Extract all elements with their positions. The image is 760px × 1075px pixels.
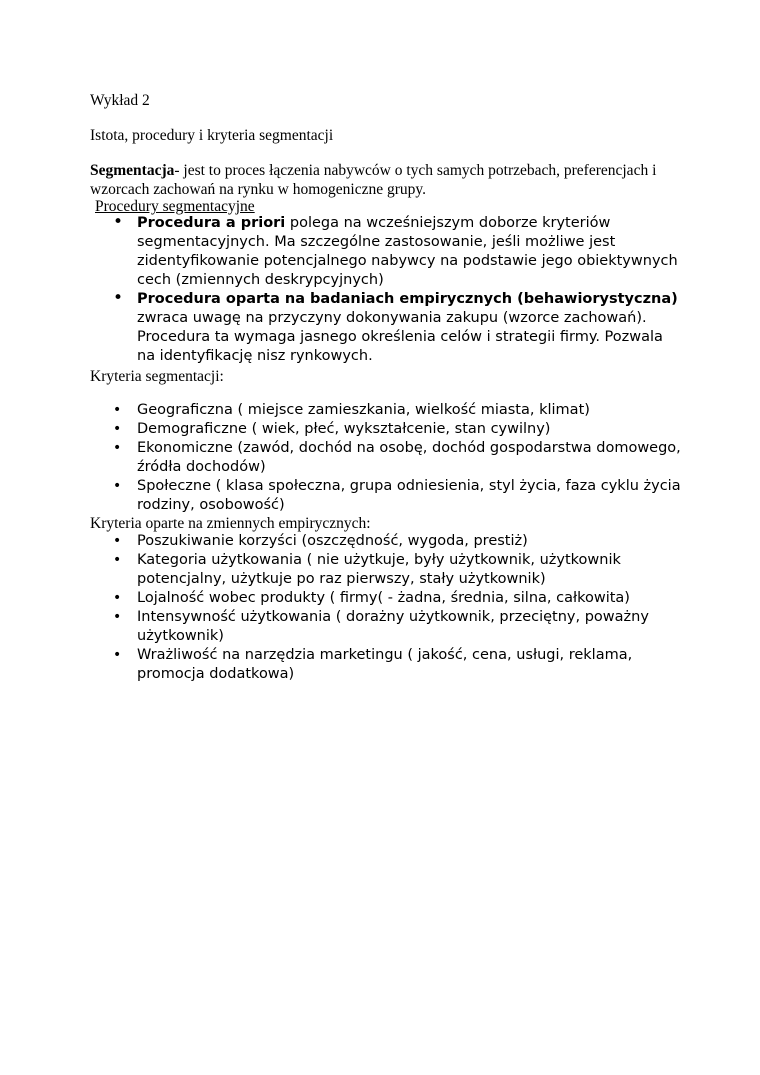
bullet-icon: • [113, 609, 122, 625]
list-item: • Demograficzne ( wiek, płeć, wykształcenie, stan cywilny) [113, 421, 551, 437]
bullet-icon: • [113, 288, 124, 308]
procedures-heading: Procedury segmentacyjne [95, 198, 255, 215]
lecture-title: Wykład 2 [90, 92, 150, 109]
procedure-description: polega na wcześniejszym doborze kryteriów segmentacyjnych. Ma szczególne zastosowanie, jeśli możliwe jest zidentyfikowanie potencjalnego nabywcy na podstawie jego obiektywnych cech (zmiennych deskrypcyjnych) [137, 215, 678, 288]
list-item: • Intensywność użytkowania ( dorażny użytkownik, przeciętny, poważny użytkownik) [113, 609, 649, 644]
bullet-icon: • [113, 212, 124, 232]
list-item [113, 288, 682, 366]
list-item: • Geograficzna ( miejsce zamieszkania, wielkość miasta, klimat) [113, 402, 590, 418]
list-item: • Społeczne ( klasa społeczna, grupa odniesienia, styl życia, faza cyklu życia rodziny, osobowość) [113, 478, 681, 513]
bullet-icon: • [113, 402, 122, 418]
list-item [113, 212, 682, 290]
bullet-icon: • [113, 478, 122, 494]
list-item: • Ekonomiczne (zawód, dochód na osobę, dochód gospodarstwa domowego, źródła dochodów) [113, 440, 681, 475]
criteria-list [113, 401, 682, 515]
procedures-list [113, 212, 682, 366]
bullet-icon: • [113, 421, 122, 437]
empirical-criteria-heading: Kryteria oparte na zmiennych empirycznych: [90, 515, 371, 532]
list-item: • Wrażliwość na narzędzia marketingu ( jakość, cena, usługi, reklama, promocja dodatkowa) [113, 647, 633, 682]
definition-term: Segmentacja [90, 162, 175, 179]
procedure-name: Procedura oparta na badaniach empirycznych (behawiorystyczna) [137, 291, 678, 307]
bullet-icon: • [113, 552, 122, 568]
list-item: • Lojalność wobec produkty ( firmy( - żadna, średnia, silna, całkowita) [113, 590, 630, 606]
list-item: • Kategoria użytkowania ( nie użytkuje, były użytkownik, użytkownik potencjalny, użytkuje po raz pierwszy, stały użytkownik) [113, 552, 621, 587]
document-subtitle: Istota, procedury i kryteria segmentacji [90, 127, 334, 144]
criteria-heading: Kryteria segmentacji: [90, 368, 224, 385]
bullet-icon: • [113, 647, 122, 663]
procedure-name: Procedura a priori [137, 215, 286, 231]
definition-paragraph [90, 161, 665, 199]
definition-text: - jest to proces łączenia nabywców o tych samych potrzebach, preferencjach i wzorcach zachowań na rynku w homogeniczne grupy. [90, 162, 657, 198]
empirical-criteria-list [113, 532, 682, 684]
bullet-icon: • [113, 590, 122, 606]
procedure-description: zwraca uwagę na przyczyny dokonywania zakupu (wzorce zachowań). Procedura ta wymaga jasnego określenia celów i strategii firmy. Pozwala na identyfikację nisz rynkowych. [137, 310, 663, 364]
bullet-icon: • [113, 533, 122, 549]
bullet-icon: • [113, 440, 122, 456]
list-item: • Poszukiwanie korzyści (oszczędność, wygoda, prestiż) [113, 533, 528, 549]
